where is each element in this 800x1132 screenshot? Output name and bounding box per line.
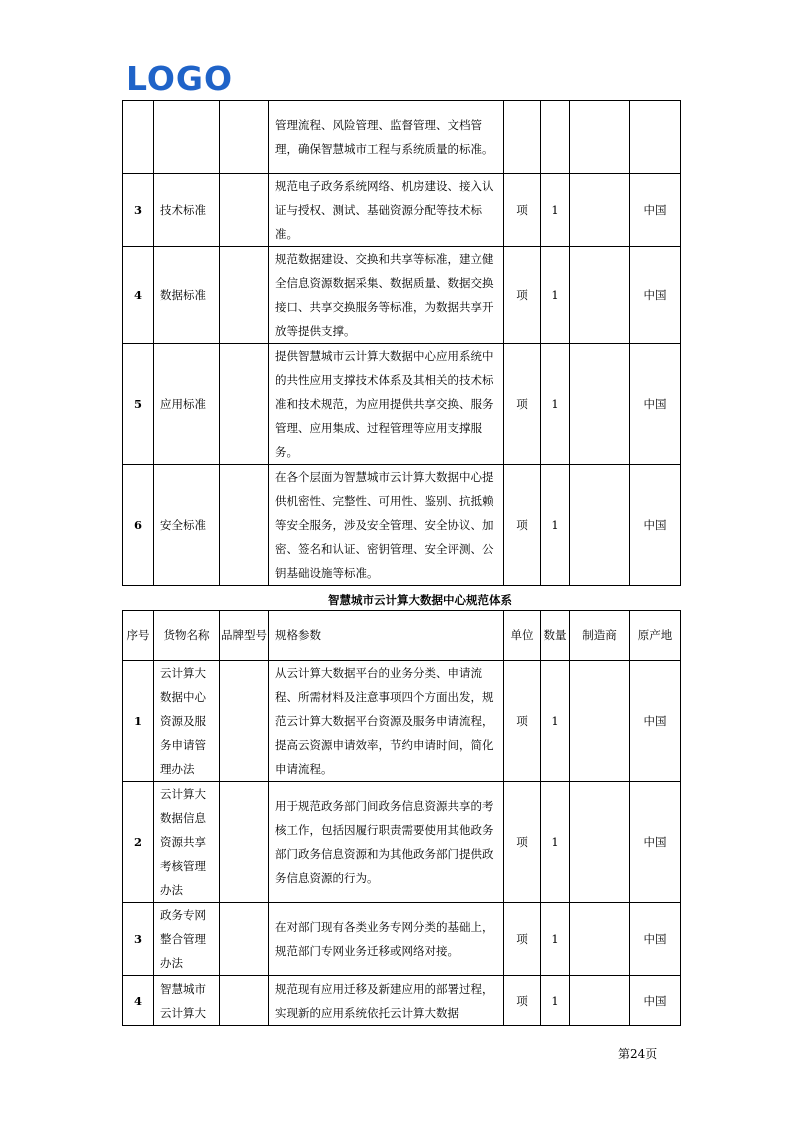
item-name: 应用标准 xyxy=(154,344,220,465)
row-number: 4 xyxy=(123,247,154,344)
qty-cell: 1 xyxy=(541,247,570,344)
origin-cell: 中国 xyxy=(630,661,681,782)
spec-cell: 规范数据建设、交换和共享等标准，建立健全信息资源数据采集、数据质量、数据交换接口、共享交换服务等标准，为数据共享开放等提供支撑。 xyxy=(269,247,504,344)
table-header-row xyxy=(123,611,681,661)
spec-cell: 在各个层面为智慧城市云计算大数据中心提供机密性、完整性、可用性、鉴别、抗抵赖等安全服务，涉及安全管理、安全协议、加密、签名和认证、密钥管理、安全评测、公钥基础设施等标准。 xyxy=(269,465,504,586)
row-number: 3 xyxy=(123,903,154,976)
maker-cell xyxy=(570,247,630,344)
qty-cell: 1 xyxy=(541,174,570,247)
spec-cell: 规范现有应用迁移及新建应用的部署过程，实现新的应用系统依托云计算大数据 xyxy=(269,976,504,1026)
maker-cell xyxy=(570,465,630,586)
maker-cell xyxy=(570,174,630,247)
maker-cell xyxy=(570,344,630,465)
table-row xyxy=(123,247,681,344)
spec-cell: 规范电子政务系统网络、机房建设、接入认证与授权、测试、基础资源分配等技术标准。 xyxy=(269,174,504,247)
table-row xyxy=(123,661,681,782)
header-spec: 规格参数 xyxy=(269,611,504,661)
unit-cell: 项 xyxy=(504,344,541,465)
brand-cell xyxy=(220,782,269,903)
item-name: 智慧城市云计算大 xyxy=(154,976,220,1026)
maker-cell xyxy=(570,976,630,1026)
table-row xyxy=(123,174,681,247)
spec-cell: 提供智慧城市云计算大数据中心应用系统中的共性应用支撑技术体系及其相关的技术标准和技术规范，为应用提供共享交换、服务管理、应用集成、过程管理等应用支撑服务。 xyxy=(269,344,504,465)
table-row xyxy=(123,976,681,1026)
header-qty: 数量 xyxy=(541,611,570,661)
brand-cell xyxy=(220,903,269,976)
origin-cell: 中国 xyxy=(630,782,681,903)
specification-system-table xyxy=(122,610,681,1026)
unit-cell: 项 xyxy=(504,903,541,976)
unit-cell: 项 xyxy=(504,976,541,1026)
item-name: 安全标准 xyxy=(154,465,220,586)
row-number: 6 xyxy=(123,465,154,586)
page-number: 第24页 xyxy=(618,1047,658,1061)
item-name: 云计算大数据中心资源及服务申请管理办法 xyxy=(154,661,220,782)
item-name: 数据标准 xyxy=(154,247,220,344)
qty-cell: 1 xyxy=(541,903,570,976)
origin-cell: 中国 xyxy=(630,976,681,1026)
qty-cell: 1 xyxy=(541,344,570,465)
row-number: 4 xyxy=(123,976,154,1026)
origin-cell: 中国 xyxy=(630,903,681,976)
header-name: 货物名称 xyxy=(154,611,220,661)
qty-cell: 1 xyxy=(541,782,570,903)
spec-cell: 从云计算大数据平台的业务分类、申请流程、所需材料及注意事项四个方面出发，规范云计算大数据平台资源及服务申请流程，提高云资源申请效率，节约申请时间，简化申请流程。 xyxy=(269,661,504,782)
header-no: 序号 xyxy=(123,611,154,661)
table-row xyxy=(123,101,681,174)
maker-cell xyxy=(570,903,630,976)
header-maker: 制造商 xyxy=(570,611,630,661)
unit-cell: 项 xyxy=(504,247,541,344)
table-row xyxy=(123,903,681,976)
row-number: 5 xyxy=(123,344,154,465)
unit-cell: 项 xyxy=(504,661,541,782)
maker-cell xyxy=(570,661,630,782)
brand-cell xyxy=(220,247,269,344)
row-number: 3 xyxy=(123,174,154,247)
header-brand: 品牌型号 xyxy=(220,611,269,661)
brand-cell xyxy=(220,344,269,465)
qty-cell: 1 xyxy=(541,465,570,586)
header-origin: 原产地 xyxy=(630,611,681,661)
unit-cell: 项 xyxy=(504,465,541,586)
spec-cell: 管理流程、风险管理、监督管理、文档管理，确保智慧城市工程与系统质量的标准。 xyxy=(269,101,504,174)
qty-cell: 1 xyxy=(541,976,570,1026)
standards-table xyxy=(122,100,681,586)
brand-cell xyxy=(220,174,269,247)
brand-cell xyxy=(220,976,269,1026)
brand-cell xyxy=(220,465,269,586)
table-row xyxy=(123,344,681,465)
table-row xyxy=(123,465,681,586)
row-number: 2 xyxy=(123,782,154,903)
item-name: 云计算大数据信息资源共享考核管理办法 xyxy=(154,782,220,903)
table-caption: 智慧城市云计算大数据中心规范体系 xyxy=(328,593,512,607)
logo: LOGO xyxy=(126,59,234,98)
table-row xyxy=(123,782,681,903)
header-unit: 单位 xyxy=(504,611,541,661)
qty-cell: 1 xyxy=(541,661,570,782)
brand-cell xyxy=(220,661,269,782)
origin-cell: 中国 xyxy=(630,174,681,247)
spec-cell: 用于规范政务部门间政务信息资源共享的考核工作，包括因履行职责需要使用其他政务部门政务信息资源和为其他政务部门提供政务信息资源的行为。 xyxy=(269,782,504,903)
item-name: 技术标准 xyxy=(154,174,220,247)
origin-cell: 中国 xyxy=(630,247,681,344)
row-number: 1 xyxy=(123,661,154,782)
unit-cell: 项 xyxy=(504,174,541,247)
origin-cell: 中国 xyxy=(630,465,681,586)
origin-cell: 中国 xyxy=(630,344,681,465)
unit-cell: 项 xyxy=(504,782,541,903)
item-name: 政务专网整合管理办法 xyxy=(154,903,220,976)
maker-cell xyxy=(570,782,630,903)
spec-cell: 在对部门现有各类业务专网分类的基础上，规范部门专网业务迁移或网络对接。 xyxy=(269,903,504,976)
